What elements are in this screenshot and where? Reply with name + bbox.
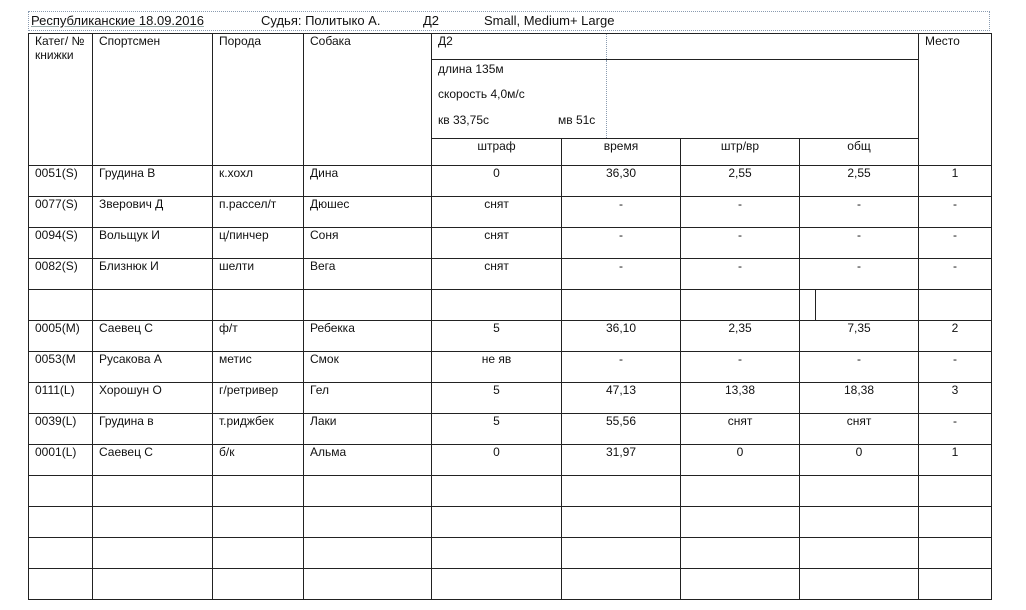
cell-breed: п.рассел/т	[213, 197, 304, 228]
results-table	[28, 33, 992, 600]
cell-place: -	[919, 228, 992, 259]
cell-faults: 5	[432, 321, 562, 352]
cell-breed	[213, 569, 304, 600]
cell-total	[800, 507, 919, 538]
cell-total: 2,55	[800, 166, 919, 197]
cell-total: -	[800, 197, 919, 228]
cell-total: 7,35	[800, 321, 919, 352]
cell-dog: Дюшес	[304, 197, 432, 228]
cell-athlete	[93, 290, 213, 321]
cell-time-faults	[681, 290, 800, 321]
cell-breed: т.риджбек	[213, 414, 304, 445]
cell-total	[800, 476, 919, 507]
cell-faults: снят	[432, 228, 562, 259]
cell-athlete: Зверович Д	[93, 197, 213, 228]
cell-breed: метис	[213, 352, 304, 383]
cell-faults	[432, 507, 562, 538]
cell-athlete: Близнюк И	[93, 259, 213, 290]
cell-place	[919, 538, 992, 569]
cell-time: 55,56	[562, 414, 681, 445]
table-row-empty	[29, 538, 992, 569]
cell-total	[800, 538, 919, 569]
class-label: Д2	[423, 13, 440, 28]
cell-total: -	[800, 259, 919, 290]
cell-book: 0082(S)	[29, 259, 93, 290]
cell-athlete	[93, 476, 213, 507]
cell-book: 0077(S)	[29, 197, 93, 228]
table-row-empty	[29, 507, 992, 538]
cell-place	[919, 569, 992, 600]
cell-place: -	[919, 414, 992, 445]
cell-book	[29, 476, 93, 507]
cell-time-faults	[681, 569, 800, 600]
cell-time-faults: -	[681, 197, 800, 228]
col-time: время	[562, 139, 681, 166]
column-header-row	[29, 34, 992, 60]
cell-place: -	[919, 352, 992, 383]
cell-breed	[213, 538, 304, 569]
cell-total: 18,38	[800, 383, 919, 414]
cell-time	[562, 290, 681, 321]
cell-place	[919, 507, 992, 538]
course-mct: мв 51с	[558, 113, 596, 127]
cell-faults: снят	[432, 197, 562, 228]
cell-faults: не яв	[432, 352, 562, 383]
cell-time	[562, 507, 681, 538]
cell-faults	[432, 569, 562, 600]
cell-dog: Ребекка	[304, 321, 432, 352]
cell-breed: ф/т	[213, 321, 304, 352]
table-row	[29, 352, 992, 383]
cell-dog	[304, 538, 432, 569]
cell-time-faults: 2,35	[681, 321, 800, 352]
cell-faults: 0	[432, 445, 562, 476]
cell-total-left	[800, 290, 816, 321]
cell-time-faults: 2,55	[681, 166, 800, 197]
table-row	[29, 321, 992, 352]
cell-total: -	[800, 228, 919, 259]
cell-place: -	[919, 259, 992, 290]
cell-time-faults	[681, 507, 800, 538]
cell-faults	[432, 538, 562, 569]
cell-athlete: Саевец С	[93, 321, 213, 352]
cell-time-faults: -	[681, 352, 800, 383]
cell-dog	[304, 569, 432, 600]
cell-athlete	[93, 507, 213, 538]
col-breed: Порода	[213, 34, 304, 166]
cell-time-faults: -	[681, 228, 800, 259]
cell-time: 31,97	[562, 445, 681, 476]
document-header	[28, 11, 990, 31]
cell-athlete: Хорошун О	[93, 383, 213, 414]
cell-athlete: Грудина в	[93, 414, 213, 445]
cell-book: 0005(M)	[29, 321, 93, 352]
col-course: Д2	[432, 34, 607, 60]
cell-total: 0	[800, 445, 919, 476]
cell-total	[800, 569, 919, 600]
course-blank	[607, 34, 919, 60]
cell-dog: Альма	[304, 445, 432, 476]
cell-breed	[213, 290, 304, 321]
cell-book: 0053(M	[29, 352, 93, 383]
cell-time-faults: 13,38	[681, 383, 800, 414]
cell-time-faults	[681, 476, 800, 507]
cell-athlete	[93, 569, 213, 600]
table-row	[29, 259, 992, 290]
cell-place: 2	[919, 321, 992, 352]
cell-time: -	[562, 228, 681, 259]
col-total: общ	[800, 139, 919, 166]
table-row-empty	[29, 476, 992, 507]
col-place: Место	[919, 34, 992, 166]
table-row	[29, 445, 992, 476]
cell-dog	[304, 507, 432, 538]
cell-time: 36,30	[562, 166, 681, 197]
col-faults: штраф	[432, 139, 562, 166]
cell-place: -	[919, 197, 992, 228]
cell-faults: 5	[432, 414, 562, 445]
cell-book: 0094(S)	[29, 228, 93, 259]
cell-book: 0001(L)	[29, 445, 93, 476]
cell-dog: Дина	[304, 166, 432, 197]
cell-faults	[432, 476, 562, 507]
cell-athlete: Русакова А	[93, 352, 213, 383]
cell-place: 1	[919, 166, 992, 197]
col-category: Катег/ № книжки	[29, 34, 93, 166]
cell-total: -	[800, 352, 919, 383]
col-athlete: Спортсмен	[93, 34, 213, 166]
table-row	[29, 228, 992, 259]
cell-dog: Гел	[304, 383, 432, 414]
course-length: длина 135м	[438, 62, 504, 76]
cell-time	[562, 476, 681, 507]
cell-dog	[304, 290, 432, 321]
table-row	[29, 197, 992, 228]
course-speed: скорость 4,0м/с	[438, 87, 525, 101]
cell-breed: б/к	[213, 445, 304, 476]
cell-time-faults: 0	[681, 445, 800, 476]
cell-time: -	[562, 197, 681, 228]
cell-book	[29, 538, 93, 569]
cell-dog: Вега	[304, 259, 432, 290]
cell-time	[562, 569, 681, 600]
table-row-separator	[29, 290, 992, 321]
cell-time	[562, 538, 681, 569]
course-info	[432, 60, 607, 139]
col-time-faults: штр/вр	[681, 139, 800, 166]
course-sct: кв 33,75с	[438, 113, 489, 127]
cell-book: 0111(L)	[29, 383, 93, 414]
cell-faults: снят	[432, 259, 562, 290]
cell-athlete: Саевец С	[93, 445, 213, 476]
cell-dog: Соня	[304, 228, 432, 259]
cell-faults: 5	[432, 383, 562, 414]
table-row-empty	[29, 569, 992, 600]
table-row	[29, 166, 992, 197]
competition-title: Республиканские 18.09.2016	[31, 13, 204, 28]
cell-time: -	[562, 259, 681, 290]
cell-breed: г/ретривер	[213, 383, 304, 414]
cell-place	[919, 290, 992, 321]
cell-book	[29, 507, 93, 538]
cell-dog	[304, 476, 432, 507]
size-groups: Small, Medium+ Large	[484, 13, 615, 28]
course-info-blank	[607, 60, 919, 139]
cell-time: -	[562, 352, 681, 383]
cell-athlete: Вольщук И	[93, 228, 213, 259]
cell-book: 0039(L)	[29, 414, 93, 445]
cell-time: 36,10	[562, 321, 681, 352]
cell-breed: к.хохл	[213, 166, 304, 197]
cell-time-faults	[681, 538, 800, 569]
table-row	[29, 414, 992, 445]
cell-time-faults: -	[681, 259, 800, 290]
cell-faults	[432, 290, 562, 321]
cell-total: снят	[800, 414, 919, 445]
cell-book	[29, 290, 93, 321]
cell-time-faults: снят	[681, 414, 800, 445]
cell-total	[816, 290, 919, 321]
cell-place	[919, 476, 992, 507]
table-row	[29, 383, 992, 414]
cell-breed	[213, 476, 304, 507]
judge-name: Судья: Политыко А.	[261, 13, 381, 28]
cell-faults: 0	[432, 166, 562, 197]
cell-place: 1	[919, 445, 992, 476]
cell-dog: Смок	[304, 352, 432, 383]
cell-breed: шелти	[213, 259, 304, 290]
cell-dog: Лаки	[304, 414, 432, 445]
cell-athlete: Грудина В	[93, 166, 213, 197]
col-dog: Собака	[304, 34, 432, 166]
cell-athlete	[93, 538, 213, 569]
cell-book	[29, 569, 93, 600]
cell-breed: ц/пинчер	[213, 228, 304, 259]
cell-place: 3	[919, 383, 992, 414]
cell-breed	[213, 507, 304, 538]
cell-time: 47,13	[562, 383, 681, 414]
cell-book: 0051(S)	[29, 166, 93, 197]
